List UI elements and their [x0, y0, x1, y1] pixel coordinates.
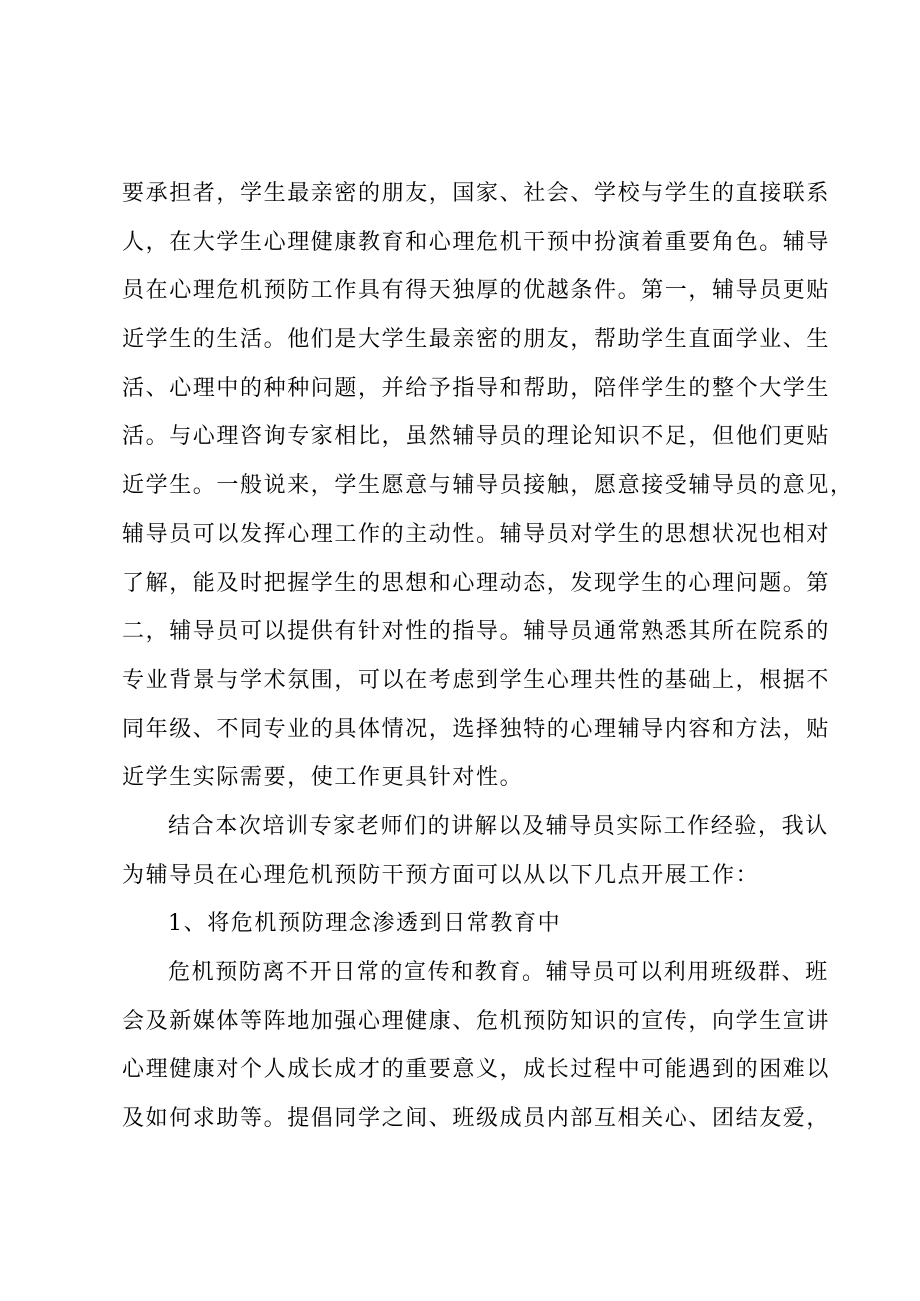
paragraph-line: 结合本次培训专家老师们的讲解以及辅导员实际工作经验，我认: [168, 813, 829, 839]
section-heading: 1、将危机预防理念渗透到日常教育中: [168, 911, 562, 937]
paragraph-line: 二，辅导员可以提供有针对性的指导。辅导员通常熟悉其所在院系的: [122, 619, 831, 645]
paragraph-1: [122, 170, 854, 803]
paragraph-line: 了解，能及时把握学生的思想和心理动态，发现学生的心理问题。第: [122, 570, 831, 596]
paragraph-line: 专业背景与学术氛围，可以在考虑到学生心理共性的基础上，根据不: [122, 667, 831, 693]
paragraph-line: 及如何求助等。提倡同学之间、班级成员内部互相关心、团结友爱，: [122, 1106, 831, 1132]
paragraph-line: 要承担者，学生最亲密的朋友，国家、社会、学校与学生的直接联系: [122, 181, 831, 206]
paragraph-line: 危机预防离不开日常的宣传和教育。辅导员可以利用班级群、班: [168, 960, 829, 985]
document-body: [122, 170, 854, 1144]
paragraph-line: 近学生的生活。他们是大学生最亲密的朋友，帮助学生直面学业、生: [122, 327, 831, 353]
paragraph-line: 同年级、不同专业的具体情况，选择独特的心理辅导内容和方法，贴: [122, 716, 831, 742]
paragraph-line: 员在心理危机预防工作具有得天独厚的优越条件。第一，辅导员更贴: [122, 278, 831, 304]
paragraph-line: 辅导员可以发挥心理工作的主动性。辅导员对学生的思想状况也相对: [122, 521, 831, 547]
paragraph-line: 活。与心理咨询专家相比，虽然辅导员的理论知识不足，但他们更贴: [122, 424, 831, 450]
paragraph-line: 近学生实际需要，使工作更具针对性。: [122, 765, 524, 791]
paragraph-line: 人，在大学生心理健康教育和心理危机干预中扮演着重要角色。辅导: [122, 229, 831, 255]
paragraph-line: 近学生。一般说来，学生愿意与辅导员接触，愿意接受辅导员的意见，: [122, 473, 854, 499]
paragraph-3: [122, 949, 831, 1144]
paragraph-line: 心理健康对个人成长成才的重要意义，成长过程中可能遇到的困难以: [122, 1057, 831, 1083]
paragraph-2: [122, 803, 829, 900]
paragraph-line: 为辅导员在心理危机预防干预方面可以从以下几点开展工作：: [122, 862, 760, 888]
paragraph-line: 会及新媒体等阵地加强心理健康、危机预防知识的宣传，向学生宣讲: [122, 1008, 831, 1034]
paragraph-line: 活、心理中的种种问题，并给予指导和帮助，陪伴学生的整个大学生: [122, 375, 831, 401]
